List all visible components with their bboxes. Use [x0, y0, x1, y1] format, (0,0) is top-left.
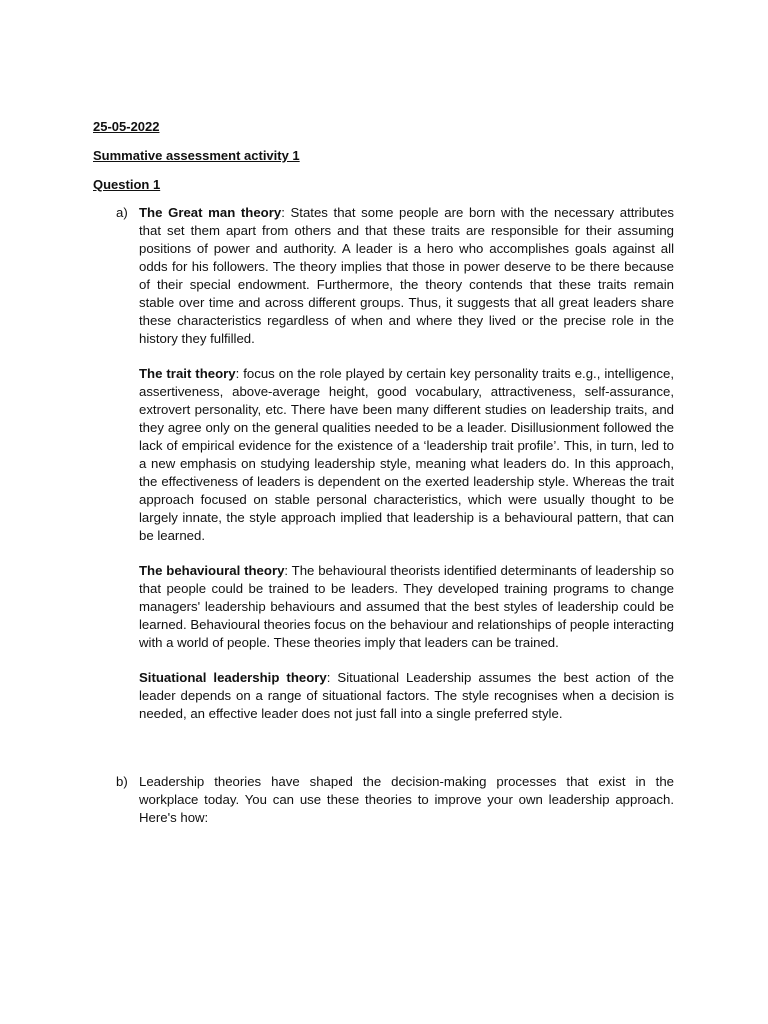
trait-theory-term: The trait theory — [139, 366, 236, 381]
situational-theory-text: : Situational Leadership assumes the best action of the leader depends on a range of situational factors. The style recognises when a decision is needed, an effective leader does not just fall into a single preferred style. — [139, 670, 674, 721]
question-title: Question 1 — [93, 177, 161, 192]
great-man-theory-paragraph — [139, 204, 674, 348]
part-a-marker: a) — [116, 205, 128, 220]
situational-theory-term: Situational leadership theory — [139, 670, 327, 685]
part-b-body — [139, 773, 674, 827]
activity-title: Summative assessment activity 1 — [93, 148, 300, 163]
situational-theory-paragraph — [139, 669, 674, 723]
part-b-paragraph: Leadership theories have shaped the decision-making processes that exist in the workplace today. You can use these theories to improve your own leadership approach. Here's how: — [139, 774, 674, 825]
behavioural-theory-term: The behavioural theory — [139, 563, 285, 578]
part-b — [116, 773, 674, 827]
behavioural-theory-text: : The behavioural theorists identified determinants of leadership so that people could be trained to be leaders. They developed training programs to change managers' leadership behaviours and assumed that the best styles of leadership could be learned. Behavioural theories focus on the behaviour and relationships of people interacting with a world of people. These theories imply that leaders can be trained. — [139, 563, 674, 650]
great-man-theory-text: : States that some people are born with the necessary attributes that set them apart from others and that these traits are responsible for their assuming positions of power and authority. A leader is a hero who accomplishes goals against all odds for his followers. The theory implies that those in power deserve to be there because of their special endowment. Furthermore, the theory contends that these traits remain stable over time and across different groups. Thus, it suggests that all great leaders share these characteristics regardless of when and where they lived or the precise role in the history they fulfilled. — [139, 205, 675, 346]
part-a-body — [139, 204, 674, 723]
trait-theory-paragraph — [139, 365, 674, 545]
part-b-marker: b) — [116, 774, 128, 789]
great-man-theory-term: The Great man theory — [139, 205, 282, 220]
part-a — [116, 204, 674, 723]
behavioural-theory-paragraph — [139, 562, 674, 652]
trait-theory-text: : focus on the role played by certain key personality traits e.g., intelligence, assertiveness, above-average height, good vocabulary, attractiveness, self-assurance, extrovert personality, etc. There have been many different studies on leadership traits, and they agree only on the general qualities needed to be a leader. Disillusionment followed the lack of empirical evidence for the existence of a ‘leadership trait profile’. This, in turn, led to a new emphasis on studying leadership style, meaning what leaders do. In this approach, the effectiveness of leaders is dependent on the exerted leadership style. Whereas the trait approach focused on stable personal characteristics, which were usually thought to be largely innate, the style approach implied that leadership is a behavioural pattern, that can be learned. — [139, 366, 674, 543]
date-heading: 25-05-2022 — [93, 119, 160, 134]
